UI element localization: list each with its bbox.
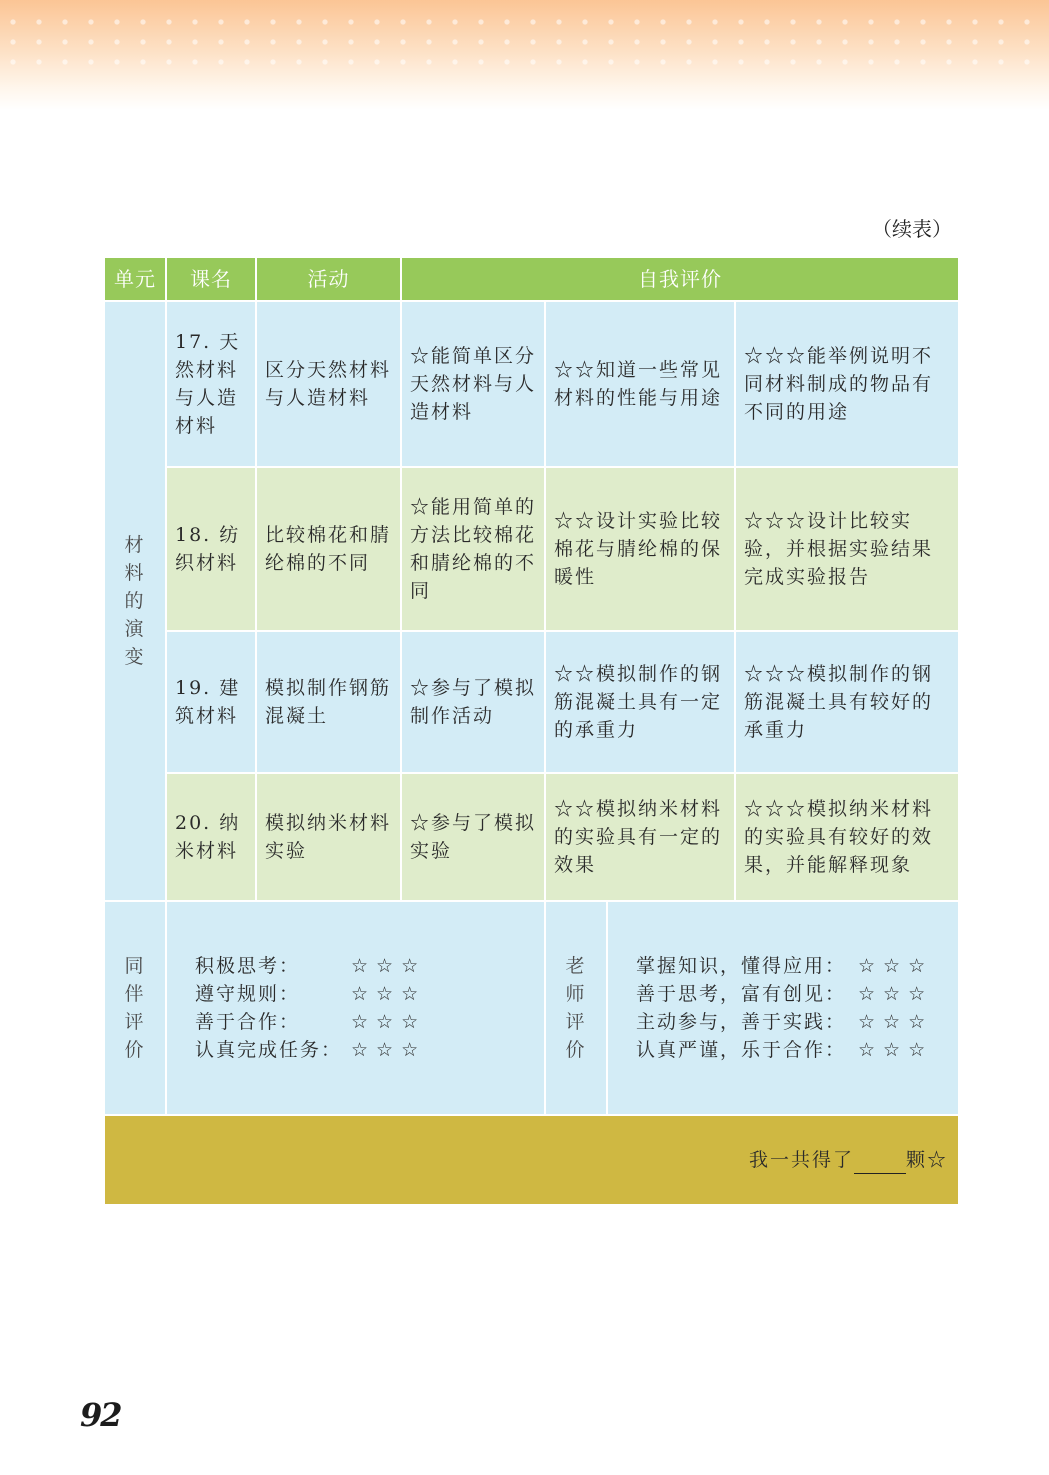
peer-eval-item-text: 认真完成任务：: [195, 1039, 343, 1061]
one-star-cell: ☆参与了模拟制作活动: [401, 631, 545, 773]
activity-cell: 模拟纳米材料实验: [256, 773, 401, 901]
decorative-header-band: [0, 0, 1049, 110]
peer-eval-item: [195, 1036, 536, 1064]
evaluation-table: [103, 256, 960, 1206]
peer-eval-label-cell: [104, 901, 166, 1115]
three-star-cell: ☆☆☆能举例说明不同材料制成的物品有不同的用途: [735, 301, 959, 467]
continued-label: （续表）: [872, 217, 952, 241]
table-row: [104, 467, 959, 631]
peer-eval-list: [166, 901, 545, 1115]
peer-eval-item: [195, 1008, 536, 1036]
peer-eval-label: 同伴评价: [124, 955, 146, 1061]
teacher-eval-item: [636, 980, 950, 1008]
three-star-cell: ☆☆☆设计比较实验，并根据实验结果完成实验报告: [735, 467, 959, 631]
table-row: [104, 631, 959, 773]
peer-teacher-eval-row: [104, 901, 959, 1115]
total-prefix: 我一共得了: [748, 1149, 854, 1171]
star-rating-icons: ☆☆☆: [858, 955, 934, 977]
peer-eval-item: [195, 980, 536, 1008]
teacher-eval-item: [636, 952, 950, 980]
unit-name: 材料的演变: [124, 534, 146, 668]
activity-cell: 区分天然材料与人造材料: [256, 301, 401, 467]
star-rating-icons: ☆☆☆: [858, 1011, 934, 1033]
lesson-cell: 20. 纳米材料: [166, 773, 256, 901]
two-star-cell: ☆☆知道一些常见材料的性能与用途: [545, 301, 735, 467]
star-rating-icons: ☆☆☆: [351, 955, 427, 977]
activity-cell: 模拟制作钢筋混凝土: [256, 631, 401, 773]
teacher-eval-item-text: 主动参与，善于实践：: [636, 1011, 847, 1033]
peer-eval-item: [195, 952, 536, 980]
table-row: [104, 301, 959, 467]
one-star-cell: ☆能简单区分天然材料与人造材料: [401, 301, 545, 467]
header-self-eval: 自我评价: [401, 257, 959, 301]
table-row: [104, 773, 959, 901]
two-star-cell: ☆☆模拟纳米材料的实验具有一定的效果: [545, 773, 735, 901]
total-blank: [854, 1151, 906, 1174]
teacher-eval-label: 老师评价: [565, 955, 587, 1061]
two-star-cell: ☆☆设计实验比较棉花与腈纶棉的保暖性: [545, 467, 735, 631]
teacher-eval-item-text: 认真严谨，乐于合作：: [636, 1039, 847, 1061]
star-rating-icons: ☆☆☆: [858, 1039, 934, 1061]
teacher-eval-item-text: 掌握知识，懂得应用：: [636, 955, 847, 977]
header-activity: 活动: [256, 257, 401, 301]
one-star-cell: ☆参与了模拟实验: [401, 773, 545, 901]
teacher-eval-item-text: 善于思考，富有创见：: [636, 983, 847, 1005]
star-rating-icons: ☆☆☆: [351, 1039, 427, 1061]
star-rating-icons: ☆☆☆: [858, 983, 934, 1005]
three-star-cell: ☆☆☆模拟制作的钢筋混凝土具有较好的承重力: [735, 631, 959, 773]
lesson-cell: 17. 天然材料与人造材料: [166, 301, 256, 467]
teacher-eval-list: [607, 901, 959, 1115]
header-lesson: 课名: [166, 257, 256, 301]
star-rating-icons: ☆☆☆: [351, 1011, 427, 1033]
peer-eval-item-text: 遵守规则：: [195, 983, 301, 1005]
three-star-cell: ☆☆☆模拟纳米材料的实验具有较好的效果，并能解释现象: [735, 773, 959, 901]
activity-cell: 比较棉花和腈纶棉的不同: [256, 467, 401, 631]
total-stars-cell: [104, 1115, 959, 1205]
dot-pattern: [0, 12, 1049, 72]
peer-eval-item-text: 善于合作：: [195, 1011, 301, 1033]
unit-name-cell: [104, 301, 166, 901]
teacher-eval-item: [636, 1036, 950, 1064]
one-star-cell: ☆能用简单的方法比较棉花和腈纶棉的不同: [401, 467, 545, 631]
page-number: 92: [80, 1396, 121, 1434]
total-row: [104, 1115, 959, 1205]
star-rating-icons: ☆☆☆: [351, 983, 427, 1005]
teacher-eval-label-cell: [545, 901, 607, 1115]
total-suffix: 颗☆: [905, 1149, 948, 1171]
peer-eval-item-text: 积极思考：: [195, 955, 301, 977]
header-unit: 单元: [104, 257, 166, 301]
lesson-cell: 19. 建筑材料: [166, 631, 256, 773]
two-star-cell: ☆☆模拟制作的钢筋混凝土具有一定的承重力: [545, 631, 735, 773]
teacher-eval-item: [636, 1008, 950, 1036]
header-row: [104, 257, 959, 301]
lesson-cell: 18. 纺织材料: [166, 467, 256, 631]
